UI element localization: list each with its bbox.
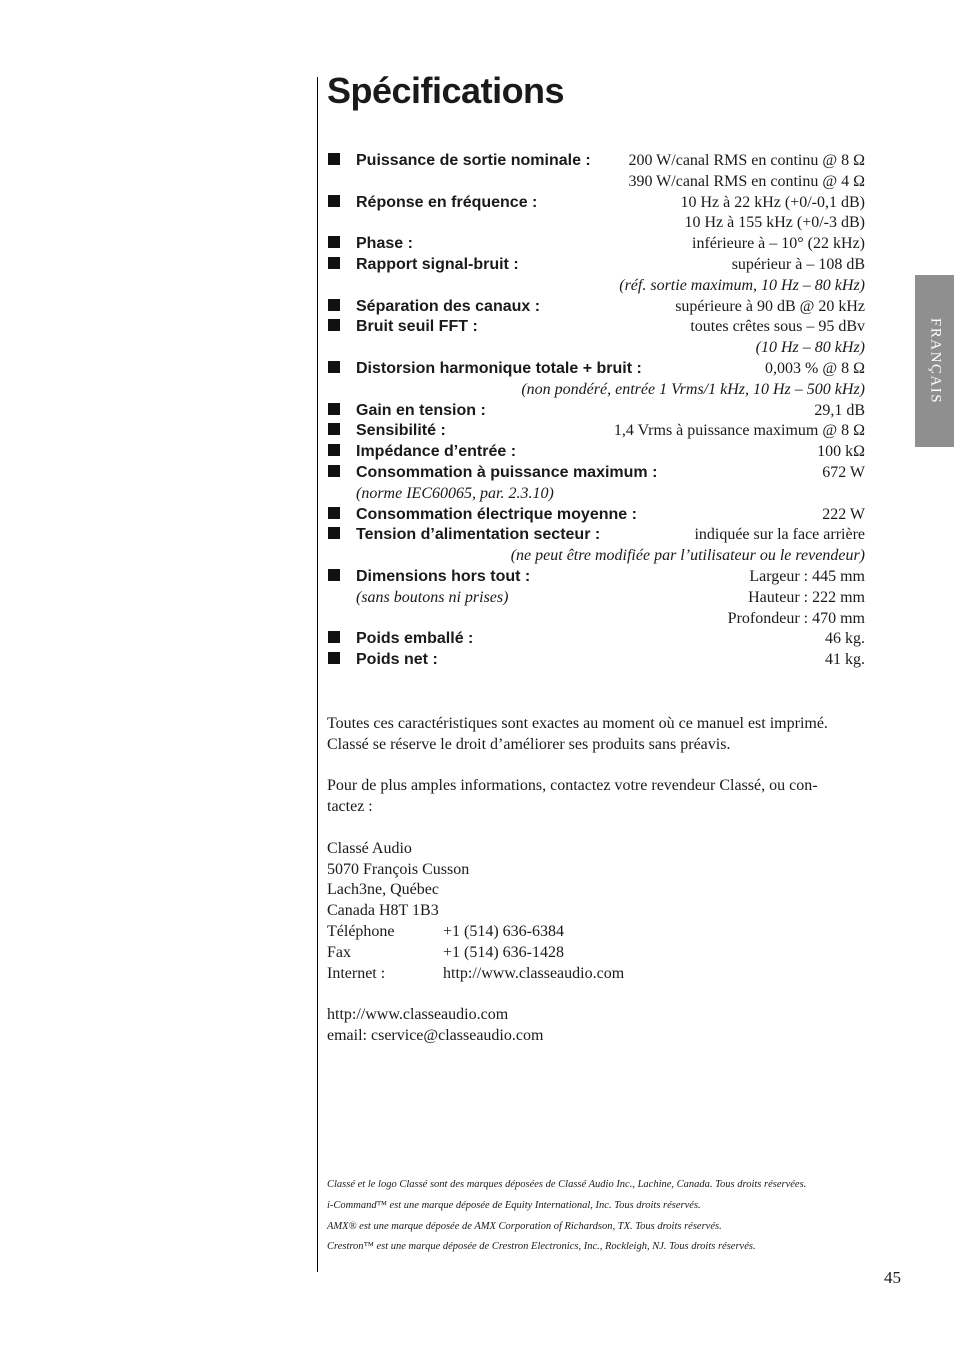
square-bullet-icon <box>327 236 356 248</box>
spec-row <box>327 629 865 650</box>
trademark-footer <box>327 1175 887 1258</box>
contact-fax <box>327 943 867 964</box>
spec-label: Consommation à puissance maximum : <box>356 463 658 481</box>
notice-line-2: Classé se réserve le droit d’améliorer ses produits sans préavis. <box>327 735 731 753</box>
notice-paragraph <box>327 714 867 756</box>
square-bullet-icon <box>327 195 356 207</box>
spec-value: 222 W <box>822 505 865 523</box>
square-bullet-icon <box>327 361 356 373</box>
spec-list <box>327 151 865 671</box>
spec-item <box>327 442 865 463</box>
spec-note <box>327 172 356 193</box>
spec-label: Poids emballé : <box>356 630 474 648</box>
contact-line-1: Pour de plus amples informations, contactez votre revendeur Classé, ou con- <box>327 777 818 795</box>
spec-value: supérieure à 90 dB @ 20 kHz <box>675 297 865 315</box>
square-bullet-icon <box>327 465 356 477</box>
spec-value: 41 kg. <box>825 651 865 669</box>
margin-rule <box>317 77 318 1272</box>
square-bullet-icon <box>327 527 356 539</box>
spec-row <box>327 297 865 318</box>
spec-row <box>327 525 865 546</box>
spec-row <box>327 255 865 276</box>
language-tab <box>915 275 954 447</box>
spec-note <box>327 276 356 297</box>
spec-item <box>327 151 865 193</box>
spec-item <box>327 505 865 526</box>
contact-key: Internet : <box>327 964 386 982</box>
contact-key: Fax <box>327 943 351 961</box>
spec-row <box>327 442 865 463</box>
spec-row <box>327 317 865 338</box>
trademark-line: Classé et le logo Classé sont des marques déposées de Classé Audio Inc., Lachine, Canada. Tous droits réservées. <box>327 1179 807 1190</box>
spec-value: supérieur à – 108 dB <box>731 255 865 273</box>
square-bullet-icon <box>327 652 356 664</box>
spec-label: Gain en tension : <box>356 401 486 419</box>
square-bullet-icon <box>327 257 356 269</box>
spec-label: Sensibilité : <box>356 422 446 440</box>
square-bullet-icon <box>327 319 356 331</box>
spec-continuation <box>327 172 865 193</box>
spec-row <box>327 463 865 484</box>
square-bullet-icon <box>327 423 356 435</box>
spec-continuation <box>327 213 865 234</box>
address-line: Canada H8T 1B3 <box>327 902 439 920</box>
info-text <box>327 714 867 1047</box>
spec-row <box>327 401 865 422</box>
spec-value: 10 Hz à 22 kHz (+0/-0,1 dB) <box>680 193 865 211</box>
spec-row <box>327 650 865 671</box>
square-bullet-icon <box>327 507 356 519</box>
square-bullet-icon <box>327 153 356 165</box>
spec-note: (norme IEC60065, par. 2.3.10) <box>356 484 554 502</box>
contact-internet <box>327 964 867 985</box>
spec-extra-value: (ne peut être modifiée par l’utilisateur ou le revendeur) <box>510 547 865 565</box>
spec-item <box>327 525 865 567</box>
language-tab-label: FRANÇAIS <box>927 317 943 405</box>
spec-value: 0,003 % @ 8 Ω <box>765 359 865 377</box>
spec-value: 100 kΩ <box>817 443 865 461</box>
contact-phone <box>327 922 867 943</box>
spec-value: 1,4 Vrms à puissance maximum @ 8 Ω <box>613 422 865 440</box>
spec-item <box>327 629 865 650</box>
spec-continuation <box>327 546 865 567</box>
square-bullet-icon <box>327 569 356 581</box>
spec-label: Impédance d’entrée : <box>356 443 517 461</box>
spec-label: Dimensions hors tout : <box>356 567 531 585</box>
spec-item <box>327 567 865 629</box>
spec-extra-value: (non pondéré, entrée 1 Vrms/1 kHz, 10 Hz – 500 kHz) <box>521 380 865 398</box>
spec-item <box>327 650 865 671</box>
spec-row <box>327 505 865 526</box>
page-title: Spécifications <box>327 70 565 111</box>
spec-label: Consommation électrique moyenne : <box>356 505 637 523</box>
web-link[interactable]: http://www.classeaudio.com <box>327 1006 509 1024</box>
spec-item <box>327 297 865 318</box>
address-block <box>327 839 867 985</box>
spec-label: Séparation des canaux : <box>356 297 541 315</box>
spec-continuation <box>327 276 865 297</box>
square-bullet-icon <box>327 444 356 456</box>
spec-label: Rapport signal-bruit : <box>356 255 519 273</box>
spec-item <box>327 234 865 255</box>
square-bullet-icon <box>327 403 356 415</box>
page-number: 45 <box>884 1268 901 1287</box>
spec-extra-value: 390 W/canal RMS en continu @ 4 Ω <box>628 172 865 190</box>
spec-row <box>327 234 865 255</box>
spec-value: 672 W <box>822 463 865 481</box>
spec-continuation <box>327 484 865 505</box>
address-line: Lach3ne, Québec <box>327 881 439 899</box>
spec-note <box>327 338 356 359</box>
spec-continuation <box>327 380 865 401</box>
spec-label: Puissance de sortie nominale : <box>356 152 591 169</box>
spec-row <box>327 421 865 442</box>
spec-note <box>327 380 356 401</box>
spec-item <box>327 317 865 359</box>
spec-extra-value: (10 Hz – 80 kHz) <box>755 339 865 357</box>
spec-label: Poids net : <box>356 651 438 669</box>
trademark-line: AMX® est une marque déposée de AMX Corporation of Richardson, TX. Tous droits réservés. <box>327 1220 722 1232</box>
spec-row <box>327 359 865 380</box>
spec-value: toutes crêtes sous – 95 dBv <box>690 318 865 336</box>
spec-label: Phase : <box>356 235 413 253</box>
contact-line-2: tactez : <box>327 798 373 816</box>
spec-value: indiquée sur la face arrière <box>694 526 865 544</box>
spec-value: 29,1 dB <box>814 401 865 419</box>
spec-extra-value: Profondeur : 470 mm <box>727 609 865 627</box>
spec-continuation <box>327 609 865 630</box>
square-bullet-icon <box>327 631 356 643</box>
spec-label: Tension d’alimentation secteur : <box>356 526 601 544</box>
address-line: Classé Audio <box>327 839 412 857</box>
spec-row <box>327 151 865 172</box>
spec-row <box>327 193 865 214</box>
notice-line-1: Toutes ces caractéristiques sont exactes au moment où ce manuel est imprimé. <box>327 715 828 732</box>
spec-note <box>327 609 356 630</box>
trademark-line: i-Command™ est une marque déposée de Equity International, Inc. Tous droits réservés. <box>327 1199 701 1211</box>
email-link[interactable]: email: cservice@classeaudio.com <box>327 1026 544 1044</box>
spec-extra-value: Hauteur : 222 mm <box>748 588 865 606</box>
spec-item <box>327 255 865 297</box>
spec-label: Distorsion harmonique totale + bruit : <box>356 359 642 377</box>
spec-value: Largeur : 445 mm <box>749 567 865 585</box>
spec-note <box>327 213 356 234</box>
contact-value: +1 (514) 636-6384 <box>443 922 565 940</box>
spec-label: Bruit seuil FFT : <box>356 318 478 336</box>
spec-item <box>327 421 865 442</box>
spec-label: Réponse en fréquence : <box>356 193 538 211</box>
spec-item <box>327 193 865 235</box>
contact-paragraph <box>327 776 867 818</box>
spec-item <box>327 401 865 422</box>
spec-continuation <box>327 588 865 609</box>
contact-key: Téléphone <box>327 922 395 940</box>
spec-continuation <box>327 338 865 359</box>
spec-note: (sans boutons ni prises) <box>356 588 509 606</box>
spec-value: 200 W/canal RMS en continu @ 8 Ω <box>628 152 865 169</box>
spec-extra-value: 10 Hz à 155 kHz (+0/-3 dB) <box>684 214 865 232</box>
spec-value: inférieure à – 10° (22 kHz) <box>692 235 865 253</box>
spec-extra-value: (réf. sortie maximum, 10 Hz – 80 kHz) <box>619 276 865 294</box>
spec-item <box>327 463 865 505</box>
address-line: 5070 François Cusson <box>327 860 470 878</box>
spec-item <box>327 359 865 401</box>
trademark-line: Crestron™ est une marque déposée de Crestron Electronics, Inc., Rockleigh, NJ. Tous droits réservés. <box>327 1241 756 1253</box>
spec-value: 46 kg. <box>825 630 865 648</box>
spec-note <box>327 546 356 567</box>
square-bullet-icon <box>327 299 356 311</box>
contact-value: +1 (514) 636-1428 <box>443 943 565 961</box>
spec-extra-value <box>554 484 865 505</box>
contact-value[interactable]: http://www.classeaudio.com <box>443 964 625 982</box>
spec-row <box>327 567 865 588</box>
